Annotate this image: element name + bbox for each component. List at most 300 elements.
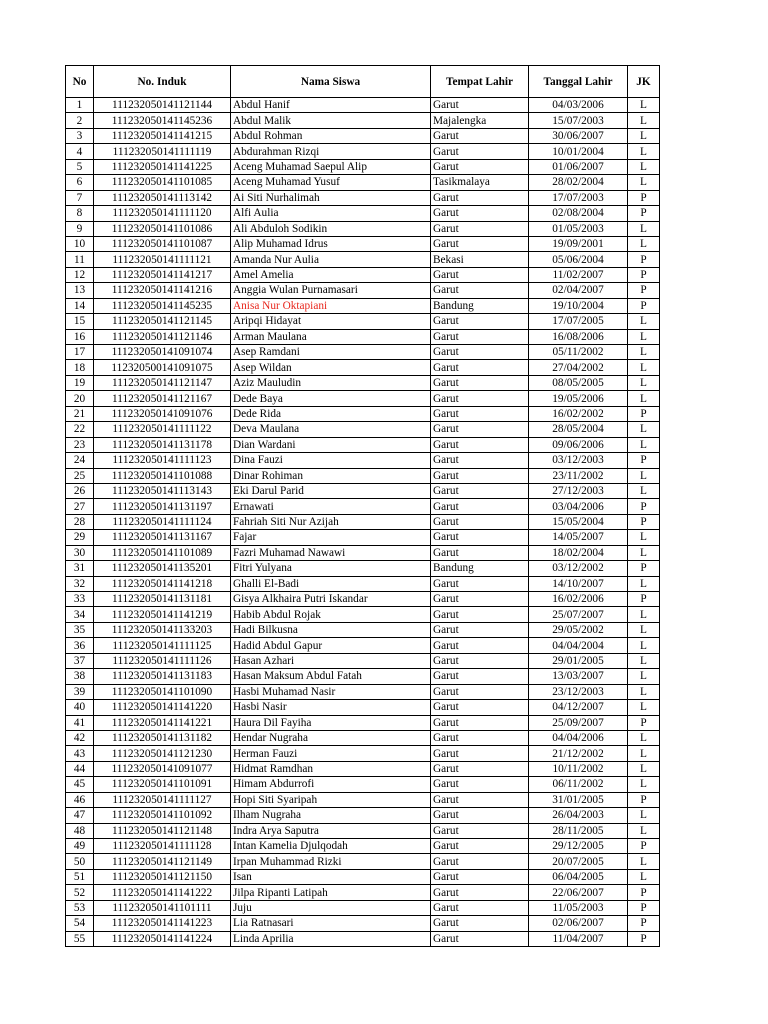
cell-no: 14 — [66, 298, 94, 313]
cell-nama-siswa: Amanda Nur Aulia — [231, 252, 431, 267]
cell-no: 35 — [66, 622, 94, 637]
table-row — [66, 792, 660, 807]
cell-tempat-lahir: Garut — [431, 375, 529, 390]
cell-tanggal-lahir: 03/12/2003 — [529, 453, 628, 468]
cell-tempat-lahir: Garut — [431, 345, 529, 360]
cell-no: 22 — [66, 422, 94, 437]
table-row — [66, 360, 660, 375]
cell-no-induk: 111232050141113143 — [94, 483, 231, 498]
cell-no: 46 — [66, 792, 94, 807]
cell-no-induk: 111232050141121146 — [94, 329, 231, 344]
cell-no: 38 — [66, 669, 94, 684]
table-row — [66, 746, 660, 761]
table-row — [66, 530, 660, 545]
cell-tempat-lahir: Garut — [431, 576, 529, 591]
header-nama-siswa: Nama Siswa — [231, 66, 431, 98]
table-row — [66, 916, 660, 931]
cell-tempat-lahir: Garut — [431, 453, 529, 468]
cell-tempat-lahir: Garut — [431, 221, 529, 236]
cell-tempat-lahir: Garut — [431, 437, 529, 452]
cell-jk: L — [628, 638, 660, 653]
table-row — [66, 298, 660, 313]
cell-no: 23 — [66, 437, 94, 452]
cell-jk: P — [628, 885, 660, 900]
student-table — [65, 65, 660, 947]
cell-nama-siswa: Aripqi Hidayat — [231, 314, 431, 329]
table-row — [66, 267, 660, 282]
cell-no-induk: 111232050141111126 — [94, 653, 231, 668]
cell-nama-siswa: Indra Arya Saputra — [231, 823, 431, 838]
cell-no: 54 — [66, 916, 94, 931]
cell-jk: P — [628, 298, 660, 313]
cell-jk: L — [628, 700, 660, 715]
cell-tempat-lahir: Bandung — [431, 298, 529, 313]
cell-nama-siswa: Gisya Alkhaira Putri Iskandar — [231, 592, 431, 607]
cell-nama-siswa: Hendar Nugraha — [231, 730, 431, 745]
table-row — [66, 777, 660, 792]
cell-tempat-lahir: Garut — [431, 700, 529, 715]
cell-no-induk: 111232050141141224 — [94, 931, 231, 946]
cell-jk: L — [628, 329, 660, 344]
cell-nama-siswa: Ilham Nugraha — [231, 808, 431, 823]
cell-tanggal-lahir: 01/05/2003 — [529, 221, 628, 236]
cell-nama-siswa: Asep Wildan — [231, 360, 431, 375]
cell-jk: L — [628, 314, 660, 329]
cell-no-induk: 111232050141141218 — [94, 576, 231, 591]
cell-jk: P — [628, 792, 660, 807]
cell-no-induk: 111232050141131167 — [94, 530, 231, 545]
cell-no-induk: 111232050141101090 — [94, 684, 231, 699]
cell-no-induk: 111232050141101088 — [94, 468, 231, 483]
cell-no: 45 — [66, 777, 94, 792]
cell-tempat-lahir: Garut — [431, 653, 529, 668]
cell-nama-siswa: Hasbi Muhamad Nasir — [231, 684, 431, 699]
cell-no: 52 — [66, 885, 94, 900]
cell-tempat-lahir: Garut — [431, 777, 529, 792]
table-row — [66, 483, 660, 498]
cell-tempat-lahir: Garut — [431, 483, 529, 498]
cell-tempat-lahir: Garut — [431, 499, 529, 514]
cell-tanggal-lahir: 25/07/2007 — [529, 607, 628, 622]
cell-tempat-lahir: Garut — [431, 823, 529, 838]
table-row — [66, 607, 660, 622]
cell-jk: P — [628, 206, 660, 221]
cell-nama-siswa: Ghalli El-Badi — [231, 576, 431, 591]
cell-nama-siswa: Ai Siti Nurhalimah — [231, 190, 431, 205]
cell-tanggal-lahir: 19/10/2004 — [529, 298, 628, 313]
cell-tanggal-lahir: 17/07/2003 — [529, 190, 628, 205]
cell-nama-siswa: Habib Abdul Rojak — [231, 607, 431, 622]
table-row — [66, 406, 660, 421]
table-row — [66, 545, 660, 560]
cell-jk: P — [628, 931, 660, 946]
cell-tempat-lahir: Garut — [431, 684, 529, 699]
cell-tanggal-lahir: 16/02/2002 — [529, 406, 628, 421]
cell-no: 41 — [66, 715, 94, 730]
cell-nama-siswa: Hasan Azhari — [231, 653, 431, 668]
cell-tempat-lahir: Garut — [431, 592, 529, 607]
table-row — [66, 622, 660, 637]
cell-tempat-lahir: Garut — [431, 422, 529, 437]
cell-tanggal-lahir: 15/05/2004 — [529, 514, 628, 529]
cell-tanggal-lahir: 01/06/2007 — [529, 159, 628, 174]
header-no-induk: No. Induk — [94, 66, 231, 98]
cell-no-induk: 111232050141101086 — [94, 221, 231, 236]
cell-nama-siswa: Fitri Yulyana — [231, 561, 431, 576]
cell-nama-siswa: Anggia Wulan Purnamasari — [231, 283, 431, 298]
cell-jk: L — [628, 159, 660, 174]
table-row — [66, 592, 660, 607]
cell-nama-siswa: Isan — [231, 869, 431, 884]
table-row — [66, 329, 660, 344]
cell-tempat-lahir: Garut — [431, 746, 529, 761]
cell-no: 34 — [66, 607, 94, 622]
table-row — [66, 499, 660, 514]
cell-tanggal-lahir: 15/07/2003 — [529, 113, 628, 128]
cell-no-induk: 111232050141101111 — [94, 900, 231, 915]
cell-jk: L — [628, 684, 660, 699]
cell-tanggal-lahir: 14/05/2007 — [529, 530, 628, 545]
table-row — [66, 700, 660, 715]
cell-no: 15 — [66, 314, 94, 329]
cell-tempat-lahir: Garut — [431, 715, 529, 730]
cell-nama-siswa: Jilpa Ripanti Latipah — [231, 885, 431, 900]
cell-no: 55 — [66, 931, 94, 946]
cell-nama-siswa: Irpan Muhammad Rizki — [231, 854, 431, 869]
cell-no: 32 — [66, 576, 94, 591]
cell-nama-siswa: Alfi Aulia — [231, 206, 431, 221]
cell-nama-siswa: Himam Abdurrofi — [231, 777, 431, 792]
cell-tempat-lahir: Garut — [431, 190, 529, 205]
cell-jk: P — [628, 252, 660, 267]
cell-tanggal-lahir: 04/04/2006 — [529, 730, 628, 745]
cell-nama-siswa: Dinar Rohiman — [231, 468, 431, 483]
cell-no: 7 — [66, 190, 94, 205]
cell-tempat-lahir: Garut — [431, 869, 529, 884]
cell-tanggal-lahir: 03/12/2002 — [529, 561, 628, 576]
cell-jk: L — [628, 607, 660, 622]
cell-nama-siswa: Dede Baya — [231, 391, 431, 406]
cell-tempat-lahir: Garut — [431, 468, 529, 483]
cell-jk: L — [628, 777, 660, 792]
cell-no-induk: 111232050141145236 — [94, 113, 231, 128]
cell-tanggal-lahir: 19/09/2001 — [529, 236, 628, 251]
cell-nama-siswa: Alip Muhamad Idrus — [231, 236, 431, 251]
table-row — [66, 730, 660, 745]
cell-tempat-lahir: Garut — [431, 622, 529, 637]
cell-jk: L — [628, 422, 660, 437]
cell-no-induk: 111232050141135201 — [94, 561, 231, 576]
cell-tanggal-lahir: 27/12/2003 — [529, 483, 628, 498]
cell-no: 16 — [66, 329, 94, 344]
cell-no: 5 — [66, 159, 94, 174]
cell-tanggal-lahir: 06/04/2005 — [529, 869, 628, 884]
cell-nama-siswa: Hasan Maksum Abdul Fatah — [231, 669, 431, 684]
table-row — [66, 144, 660, 159]
cell-jk: L — [628, 808, 660, 823]
cell-nama-siswa: Abdurahman Rizqi — [231, 144, 431, 159]
cell-jk: L — [628, 360, 660, 375]
table-row — [66, 98, 660, 113]
cell-tanggal-lahir: 23/11/2002 — [529, 468, 628, 483]
cell-no-induk: 111232050141101089 — [94, 545, 231, 560]
cell-nama-siswa: Dian Wardani — [231, 437, 431, 452]
cell-tanggal-lahir: 22/06/2007 — [529, 885, 628, 900]
cell-jk: L — [628, 823, 660, 838]
cell-tanggal-lahir: 25/09/2007 — [529, 715, 628, 730]
cell-jk: L — [628, 576, 660, 591]
cell-tempat-lahir: Bandung — [431, 561, 529, 576]
cell-jk: L — [628, 391, 660, 406]
cell-no-induk: 111232050141111122 — [94, 422, 231, 437]
cell-tempat-lahir: Garut — [431, 669, 529, 684]
cell-jk: L — [628, 144, 660, 159]
cell-tanggal-lahir: 06/11/2002 — [529, 777, 628, 792]
table-row — [66, 839, 660, 854]
cell-tanggal-lahir: 02/08/2004 — [529, 206, 628, 221]
cell-no: 11 — [66, 252, 94, 267]
table-row — [66, 638, 660, 653]
cell-jk: P — [628, 190, 660, 205]
cell-tempat-lahir: Garut — [431, 761, 529, 776]
cell-nama-siswa: Anisa Nur Oktapiani — [231, 298, 431, 313]
cell-tempat-lahir: Garut — [431, 236, 529, 251]
cell-tanggal-lahir: 28/02/2004 — [529, 175, 628, 190]
cell-no: 48 — [66, 823, 94, 838]
cell-jk: L — [628, 468, 660, 483]
cell-nama-siswa: Juju — [231, 900, 431, 915]
cell-nama-siswa: Linda Aprilia — [231, 931, 431, 946]
header-row — [66, 66, 660, 98]
cell-no-induk: 111232050141111127 — [94, 792, 231, 807]
table-row — [66, 808, 660, 823]
table-row — [66, 128, 660, 143]
cell-nama-siswa: Lia Ratnasari — [231, 916, 431, 931]
cell-no-induk: 111232050141141221 — [94, 715, 231, 730]
cell-tanggal-lahir: 04/12/2007 — [529, 700, 628, 715]
table-row — [66, 514, 660, 529]
cell-no: 13 — [66, 283, 94, 298]
cell-tempat-lahir: Garut — [431, 391, 529, 406]
cell-no: 8 — [66, 206, 94, 221]
cell-nama-siswa: Eki Darul Parid — [231, 483, 431, 498]
cell-nama-siswa: Herman Fauzi — [231, 746, 431, 761]
cell-no-induk: 111232050141131178 — [94, 437, 231, 452]
table-row — [66, 314, 660, 329]
cell-tanggal-lahir: 30/06/2007 — [529, 128, 628, 143]
header-jk: JK — [628, 66, 660, 98]
cell-tanggal-lahir: 20/07/2005 — [529, 854, 628, 869]
cell-tempat-lahir: Garut — [431, 267, 529, 282]
cell-no-induk: 111232050141101092 — [94, 808, 231, 823]
cell-nama-siswa: Amel Amelia — [231, 267, 431, 282]
cell-nama-siswa: Ernawati — [231, 499, 431, 514]
cell-tempat-lahir: Garut — [431, 329, 529, 344]
cell-jk: L — [628, 236, 660, 251]
cell-no: 6 — [66, 175, 94, 190]
cell-jk: L — [628, 869, 660, 884]
cell-nama-siswa: Asep Ramdani — [231, 345, 431, 360]
cell-tempat-lahir: Tasikmalaya — [431, 175, 529, 190]
cell-no: 29 — [66, 530, 94, 545]
cell-tempat-lahir: Garut — [431, 792, 529, 807]
cell-no: 36 — [66, 638, 94, 653]
cell-tempat-lahir: Garut — [431, 128, 529, 143]
cell-no: 39 — [66, 684, 94, 699]
cell-tempat-lahir: Garut — [431, 159, 529, 174]
cell-jk: L — [628, 669, 660, 684]
table-row — [66, 175, 660, 190]
cell-no-induk: 111232050141141220 — [94, 700, 231, 715]
cell-nama-siswa: Fazri Muhamad Nawawi — [231, 545, 431, 560]
cell-no-induk: 111232050141101085 — [94, 175, 231, 190]
cell-no: 28 — [66, 514, 94, 529]
cell-no-induk: 111232050141131197 — [94, 499, 231, 514]
cell-jk: L — [628, 375, 660, 390]
cell-no: 24 — [66, 453, 94, 468]
cell-no: 2 — [66, 113, 94, 128]
cell-no-induk: 111232050141141219 — [94, 607, 231, 622]
cell-tanggal-lahir: 11/04/2007 — [529, 931, 628, 946]
cell-no: 10 — [66, 236, 94, 251]
cell-no-induk: 111232050141121230 — [94, 746, 231, 761]
cell-tanggal-lahir: 16/08/2006 — [529, 329, 628, 344]
table-row — [66, 761, 660, 776]
cell-tempat-lahir: Garut — [431, 808, 529, 823]
cell-jk: P — [628, 916, 660, 931]
cell-no-induk: 111232050141141216 — [94, 283, 231, 298]
table-row — [66, 190, 660, 205]
cell-jk: L — [628, 128, 660, 143]
cell-no: 40 — [66, 700, 94, 715]
cell-no: 4 — [66, 144, 94, 159]
cell-no: 3 — [66, 128, 94, 143]
cell-no-induk: 111232050141145235 — [94, 298, 231, 313]
cell-tempat-lahir: Garut — [431, 638, 529, 653]
cell-tempat-lahir: Garut — [431, 607, 529, 622]
cell-tanggal-lahir: 08/05/2005 — [529, 375, 628, 390]
cell-no: 20 — [66, 391, 94, 406]
table-row — [66, 422, 660, 437]
table-row — [66, 561, 660, 576]
cell-tanggal-lahir: 10/01/2004 — [529, 144, 628, 159]
table-row — [66, 221, 660, 236]
cell-no-induk: 111232050141111124 — [94, 514, 231, 529]
cell-tempat-lahir: Garut — [431, 839, 529, 854]
cell-jk: L — [628, 653, 660, 668]
cell-jk: P — [628, 561, 660, 576]
cell-nama-siswa: Dina Fauzi — [231, 453, 431, 468]
cell-jk: L — [628, 622, 660, 637]
cell-no-induk: 111232050141121148 — [94, 823, 231, 838]
cell-nama-siswa: Abdul Malik — [231, 113, 431, 128]
cell-no-induk: 111232050141091074 — [94, 345, 231, 360]
cell-no: 27 — [66, 499, 94, 514]
header-no: No — [66, 66, 94, 98]
cell-jk: L — [628, 437, 660, 452]
table-row — [66, 453, 660, 468]
cell-jk: L — [628, 746, 660, 761]
cell-no-induk: 112320500141091075 — [94, 360, 231, 375]
cell-tanggal-lahir: 31/01/2005 — [529, 792, 628, 807]
cell-tanggal-lahir: 05/06/2004 — [529, 252, 628, 267]
table-row — [66, 854, 660, 869]
cell-no-induk: 111232050141091077 — [94, 761, 231, 776]
cell-nama-siswa: Aceng Muhamad Yusuf — [231, 175, 431, 190]
cell-no: 49 — [66, 839, 94, 854]
table-row — [66, 684, 660, 699]
cell-no-induk: 111232050141121147 — [94, 375, 231, 390]
cell-no-induk: 111232050141141217 — [94, 267, 231, 282]
table-row — [66, 468, 660, 483]
cell-nama-siswa: Fahriah Siti Nur Azijah — [231, 514, 431, 529]
cell-nama-siswa: Hopi Siti Syaripah — [231, 792, 431, 807]
cell-tanggal-lahir: 29/01/2005 — [529, 653, 628, 668]
cell-no: 12 — [66, 267, 94, 282]
cell-tempat-lahir: Garut — [431, 931, 529, 946]
cell-tempat-lahir: Garut — [431, 514, 529, 529]
cell-tempat-lahir: Garut — [431, 206, 529, 221]
cell-jk: L — [628, 345, 660, 360]
cell-nama-siswa: Haura Dil Fayiha — [231, 715, 431, 730]
cell-no-induk: 111232050141113142 — [94, 190, 231, 205]
cell-tempat-lahir: Garut — [431, 360, 529, 375]
cell-no: 50 — [66, 854, 94, 869]
table-row — [66, 375, 660, 390]
cell-no: 33 — [66, 592, 94, 607]
cell-nama-siswa: Aziz Mauludin — [231, 375, 431, 390]
cell-no-induk: 111232050141111125 — [94, 638, 231, 653]
cell-tanggal-lahir: 29/05/2002 — [529, 622, 628, 637]
cell-jk: L — [628, 761, 660, 776]
cell-no-induk: 111232050141131183 — [94, 669, 231, 684]
table-row — [66, 931, 660, 946]
cell-no: 31 — [66, 561, 94, 576]
cell-jk: L — [628, 113, 660, 128]
cell-tempat-lahir: Garut — [431, 314, 529, 329]
cell-no: 17 — [66, 345, 94, 360]
cell-no: 30 — [66, 545, 94, 560]
cell-no: 51 — [66, 869, 94, 884]
cell-no: 43 — [66, 746, 94, 761]
cell-no: 21 — [66, 406, 94, 421]
cell-no: 1 — [66, 98, 94, 113]
cell-no-induk: 111232050141121167 — [94, 391, 231, 406]
cell-tempat-lahir: Garut — [431, 406, 529, 421]
table-row — [66, 283, 660, 298]
cell-no-induk: 111232050141111121 — [94, 252, 231, 267]
cell-tanggal-lahir: 04/04/2004 — [529, 638, 628, 653]
cell-nama-siswa: Deva Maulana — [231, 422, 431, 437]
cell-tanggal-lahir: 10/11/2002 — [529, 761, 628, 776]
cell-no: 9 — [66, 221, 94, 236]
cell-no-induk: 111232050141121144 — [94, 98, 231, 113]
cell-tempat-lahir: Garut — [431, 545, 529, 560]
cell-no: 19 — [66, 375, 94, 390]
cell-tempat-lahir: Garut — [431, 730, 529, 745]
cell-tanggal-lahir: 16/02/2006 — [529, 592, 628, 607]
cell-jk: L — [628, 221, 660, 236]
cell-no-induk: 111232050141133203 — [94, 622, 231, 637]
cell-no-induk: 111232050141111119 — [94, 144, 231, 159]
cell-nama-siswa: Aceng Muhamad Saepul Alip — [231, 159, 431, 174]
cell-nama-siswa: Arman Maulana — [231, 329, 431, 344]
cell-jk: P — [628, 406, 660, 421]
cell-tanggal-lahir: 28/11/2005 — [529, 823, 628, 838]
cell-nama-siswa: Dede Rida — [231, 406, 431, 421]
cell-jk: P — [628, 514, 660, 529]
cell-tanggal-lahir: 19/05/2006 — [529, 391, 628, 406]
